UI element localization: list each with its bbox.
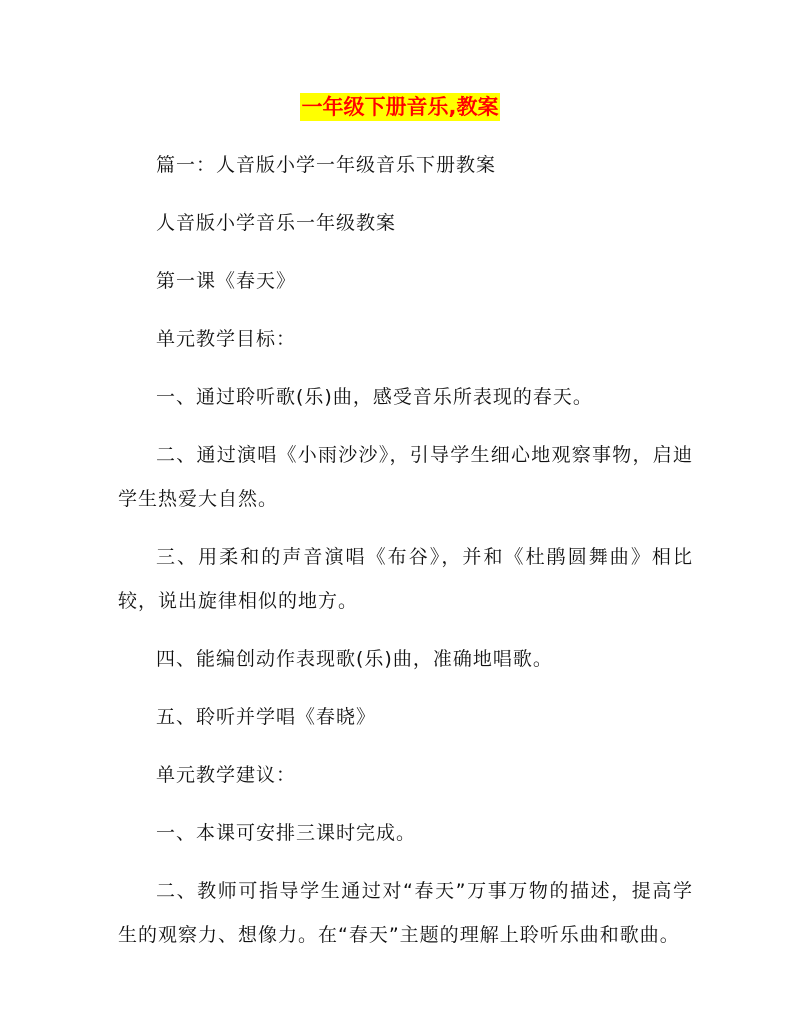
paragraph-section-heading: 篇一：人音版小学一年级音乐下册教案 <box>156 154 497 176</box>
document-title <box>0 92 800 122</box>
document-title-text: 一年级下册音乐,教案 <box>301 95 499 119</box>
paragraph-goal-1: 一、通过聆听歌(乐)曲，感受音乐所表现的春天。 <box>156 386 593 408</box>
paragraph-goal-4: 四、能编创动作表现歌(乐)曲，准确地唱歌。 <box>156 648 553 670</box>
paragraph-lesson-title: 第一课《春天》 <box>156 270 297 292</box>
paragraph-goal-3: 三、用柔和的声音演唱《布谷》，并和《杜鹃圆舞曲》相比较，说出旋律相似的地方。 <box>118 546 693 612</box>
paragraph-goals-heading: 单元教学目标： <box>156 328 297 350</box>
paragraph-suggestion-2: 二、教师可指导学生通过对“春天”万事万物的描述，提高学生的观察力、想像力。在“春天”主题的理解上聆听乐曲和歌曲。 <box>118 880 693 946</box>
paragraph-suggestion-1: 一、本课可安排三课时完成。 <box>156 822 417 844</box>
document-body <box>118 143 693 971</box>
paragraph-subtitle: 人音版小学音乐一年级教案 <box>156 212 397 234</box>
paragraph-goal-5: 五、聆听并学唱《春晓》 <box>156 706 377 728</box>
paragraph-goal-2: 二、通过演唱《小雨沙沙》，引导学生细心地观察事物，启迪学生热爱大自然。 <box>118 444 693 510</box>
paragraph-suggestions-heading: 单元教学建议： <box>156 764 297 786</box>
